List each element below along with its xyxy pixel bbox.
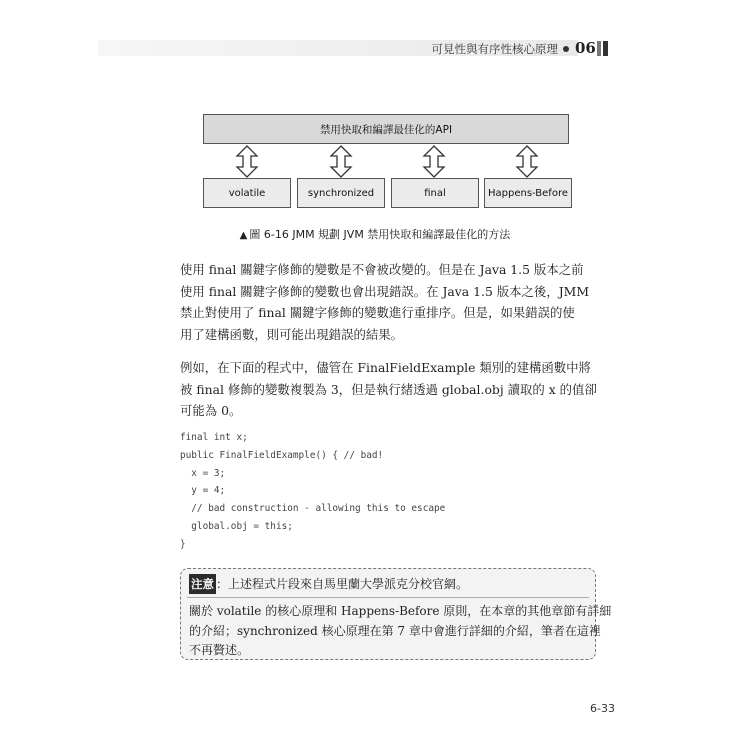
code-line: public FinalFieldExample() { // bad! [180, 449, 384, 461]
note-body [189, 602, 612, 661]
running-header-title: 可見性與有序性核心原理 [431, 42, 558, 56]
page-number: 6-33 [590, 702, 615, 715]
paragraph-line: 使用 final 關鍵字修飾的變數也會出現錯誤。在 Java 1.5 版本之後，JMM [180, 283, 590, 299]
note-tag: 注意 [189, 574, 216, 594]
note-line: 不再贅述。 [189, 643, 250, 657]
double-headed-vertical-arrow-icon [515, 145, 539, 178]
code-line: y = 4; [180, 485, 226, 497]
note-title [189, 574, 468, 594]
header-bar-dark [603, 41, 608, 56]
item-box-synchronized: synchronized [297, 178, 385, 208]
caption-text: 圖 6-16 JMM 規劃 JVM 禁用快取和編譯最佳化的方法 [249, 228, 511, 241]
code-line: // bad construction - allowing this to escape [180, 503, 446, 515]
code-block [180, 429, 445, 554]
note-box [180, 568, 612, 660]
chapter-number: 06 [575, 39, 596, 57]
note-line: 的介紹；synchronized 核心原理在第 7 章中會進行詳細的介紹，筆者在這裡 [189, 623, 601, 638]
note-divider [187, 597, 589, 598]
jmm-diagram [203, 114, 571, 214]
double-headed-vertical-arrow-icon [422, 145, 446, 178]
double-headed-vertical-arrow-icon [329, 145, 353, 178]
item-box-volatile: volatile [203, 178, 291, 208]
triangle-marker-icon: ▲ [239, 230, 248, 241]
code-line: global.obj = this; [180, 520, 293, 532]
paragraph-line: 用了建構函數，則可能出現錯誤的結果。 [180, 326, 404, 342]
item-box-final: final [391, 178, 479, 208]
header-bar-light [597, 41, 601, 56]
note-line: 關於 volatile 的核心原理和 Happens-Before 原則，在本章的其他章節有詳細 [189, 604, 612, 618]
note-title-text: ：上述程式片段來自馬里蘭大學派克分校官網。 [216, 577, 469, 591]
paragraph-1 [180, 259, 605, 345]
paragraph-line: 可能為 0。 [180, 403, 242, 418]
paragraph-2 [180, 357, 605, 422]
double-headed-vertical-arrow-icon [235, 145, 259, 178]
paragraph-line: 例如，在下面的程式中，儘管在 FinalFieldExample 類別的建構函數中將 [180, 360, 591, 375]
item-box-happens-before: Happens-Before [484, 178, 572, 208]
paragraph-line: 使用 final 關鍵字修飾的變數是不會被改變的。但是在 Java 1.5 版本之前 [180, 262, 584, 277]
code-line: x = 3; [180, 467, 226, 479]
bullet-dot-icon [563, 46, 569, 52]
code-line: final int x; [180, 432, 248, 443]
code-line: } [180, 538, 186, 550]
api-box: 禁用快取和編譯最佳化的API [203, 114, 569, 144]
figure-caption [0, 226, 750, 242]
paragraph-line: 禁止對使用了 final 關鍵字修飾的變數進行重排序。但是，如果錯誤的使 [180, 305, 575, 320]
paragraph-line: 被 final 修飾的變數複製為 3，但是執行緒透過 global.obj 讀取的 x 的值卻 [180, 381, 597, 397]
